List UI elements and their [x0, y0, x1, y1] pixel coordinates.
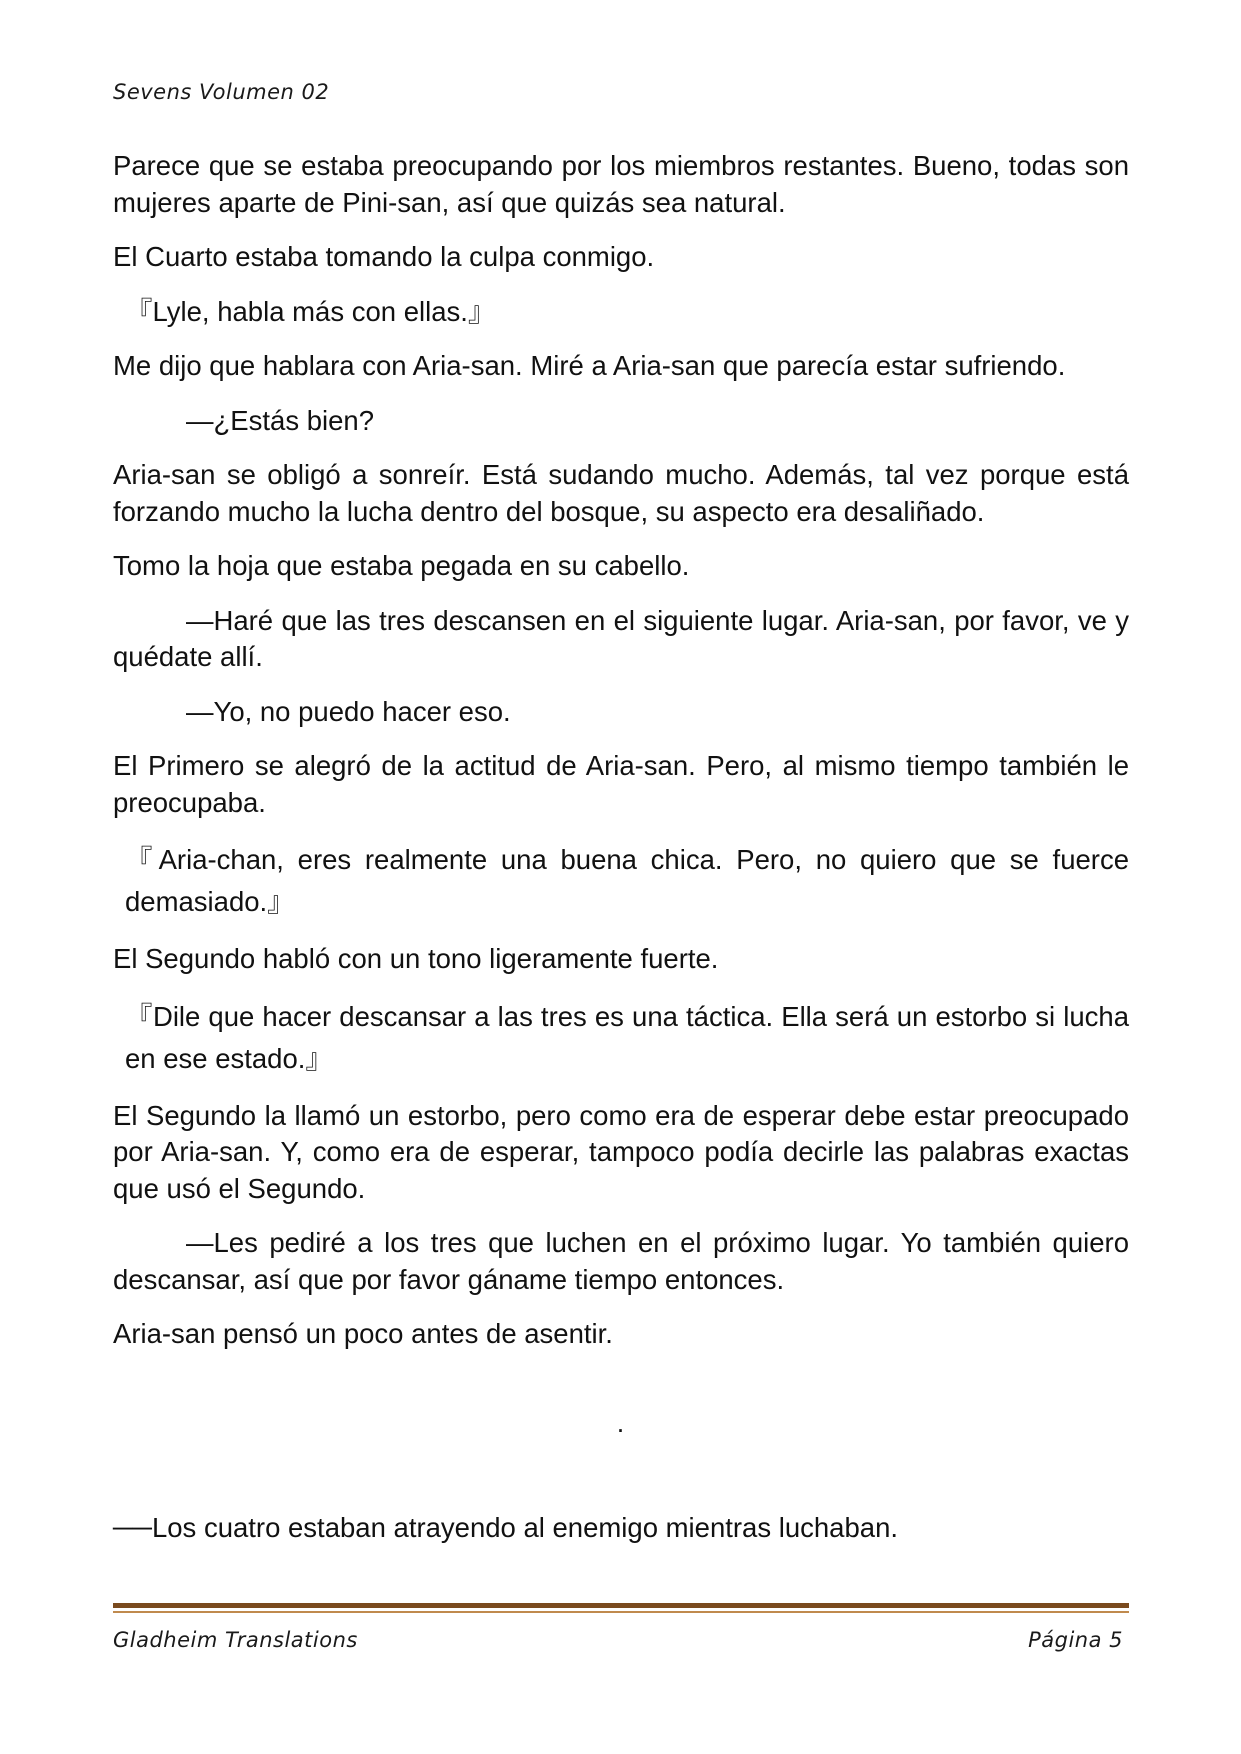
- dialogue-paragraph: —Haré que las tres descansen en el siguiente lugar. Aria-san, por favor, ve y quédate allí.: [113, 604, 1129, 672]
- dialogue-paragraph: —Yo, no puedo hacer eso.: [186, 695, 511, 727]
- paragraph: Aria-san pensó un poco antes de asentir.: [113, 1318, 613, 1349]
- quote-paragraph: 『Lyle, habla más con ellas.』: [125, 295, 496, 327]
- footer-page-number: Página 5: [1028, 1628, 1123, 1652]
- paragraph: El Primero se alegró de la actitud de Aria-san. Pero, al mismo tiempo también le preocupaba.: [113, 750, 1129, 818]
- paragraph: El Segundo la llamó un estorbo, pero como era de esperar debe estar preocupado por Aria-san. Y, como era de esperar, tampoco podía decirle las palabras exactas que usó el Segundo.: [113, 1099, 1129, 1204]
- body-text: [113, 148, 1129, 1371]
- paragraph: Aria-san se obligó a sonreír. Está sudando mucho. Además, tal vez porque está forzando mucho la lucha dentro del bosque, su aspecto era desaliñado.: [113, 459, 1129, 527]
- scene-break: .: [616, 1408, 625, 1438]
- dialogue-paragraph: —¿Estás bien?: [186, 404, 375, 436]
- closing-line: ──Los cuatro estaban atrayendo al enemigo mientras luchaban.: [113, 1512, 898, 1543]
- paragraph: Me dijo que hablara con Aria-san. Miré a Aria-san que parecía estar sufriendo.: [113, 350, 1066, 381]
- quote-paragraph: 『Aria-chan, eres realmente una buena chica. Pero, no quiero que se fuerce demasiado.』: [125, 844, 1129, 917]
- footer-publisher: Gladheim Translations: [113, 1628, 358, 1652]
- footer-rule-thin: [113, 1611, 1129, 1613]
- dialogue-paragraph: —Les pediré a los tres que luchen en el próximo lugar. Yo también quiero descansar, así que por favor gáname tiempo entonces.: [113, 1227, 1129, 1295]
- paragraph: Parece que se estaba preocupando por los miembros restantes. Bueno, todas son mujeres aparte de Pini-san, así que quizás sea natural.: [113, 150, 1129, 218]
- footer-rule-thick: [113, 1603, 1129, 1608]
- paragraph: El Cuarto estaba tomando la culpa conmigo.: [113, 241, 655, 272]
- quote-paragraph: 『Dile que hacer descansar a las tres es una táctica. Ella será un estorbo si lucha en ese estado.』: [125, 1000, 1129, 1074]
- paragraph: El Segundo habló con un tono ligeramente fuerte.: [113, 943, 719, 974]
- paragraph: Tomo la hoja que estaba pegada en su cabello.: [113, 550, 690, 581]
- running-header: Sevens Volumen 02: [113, 80, 330, 104]
